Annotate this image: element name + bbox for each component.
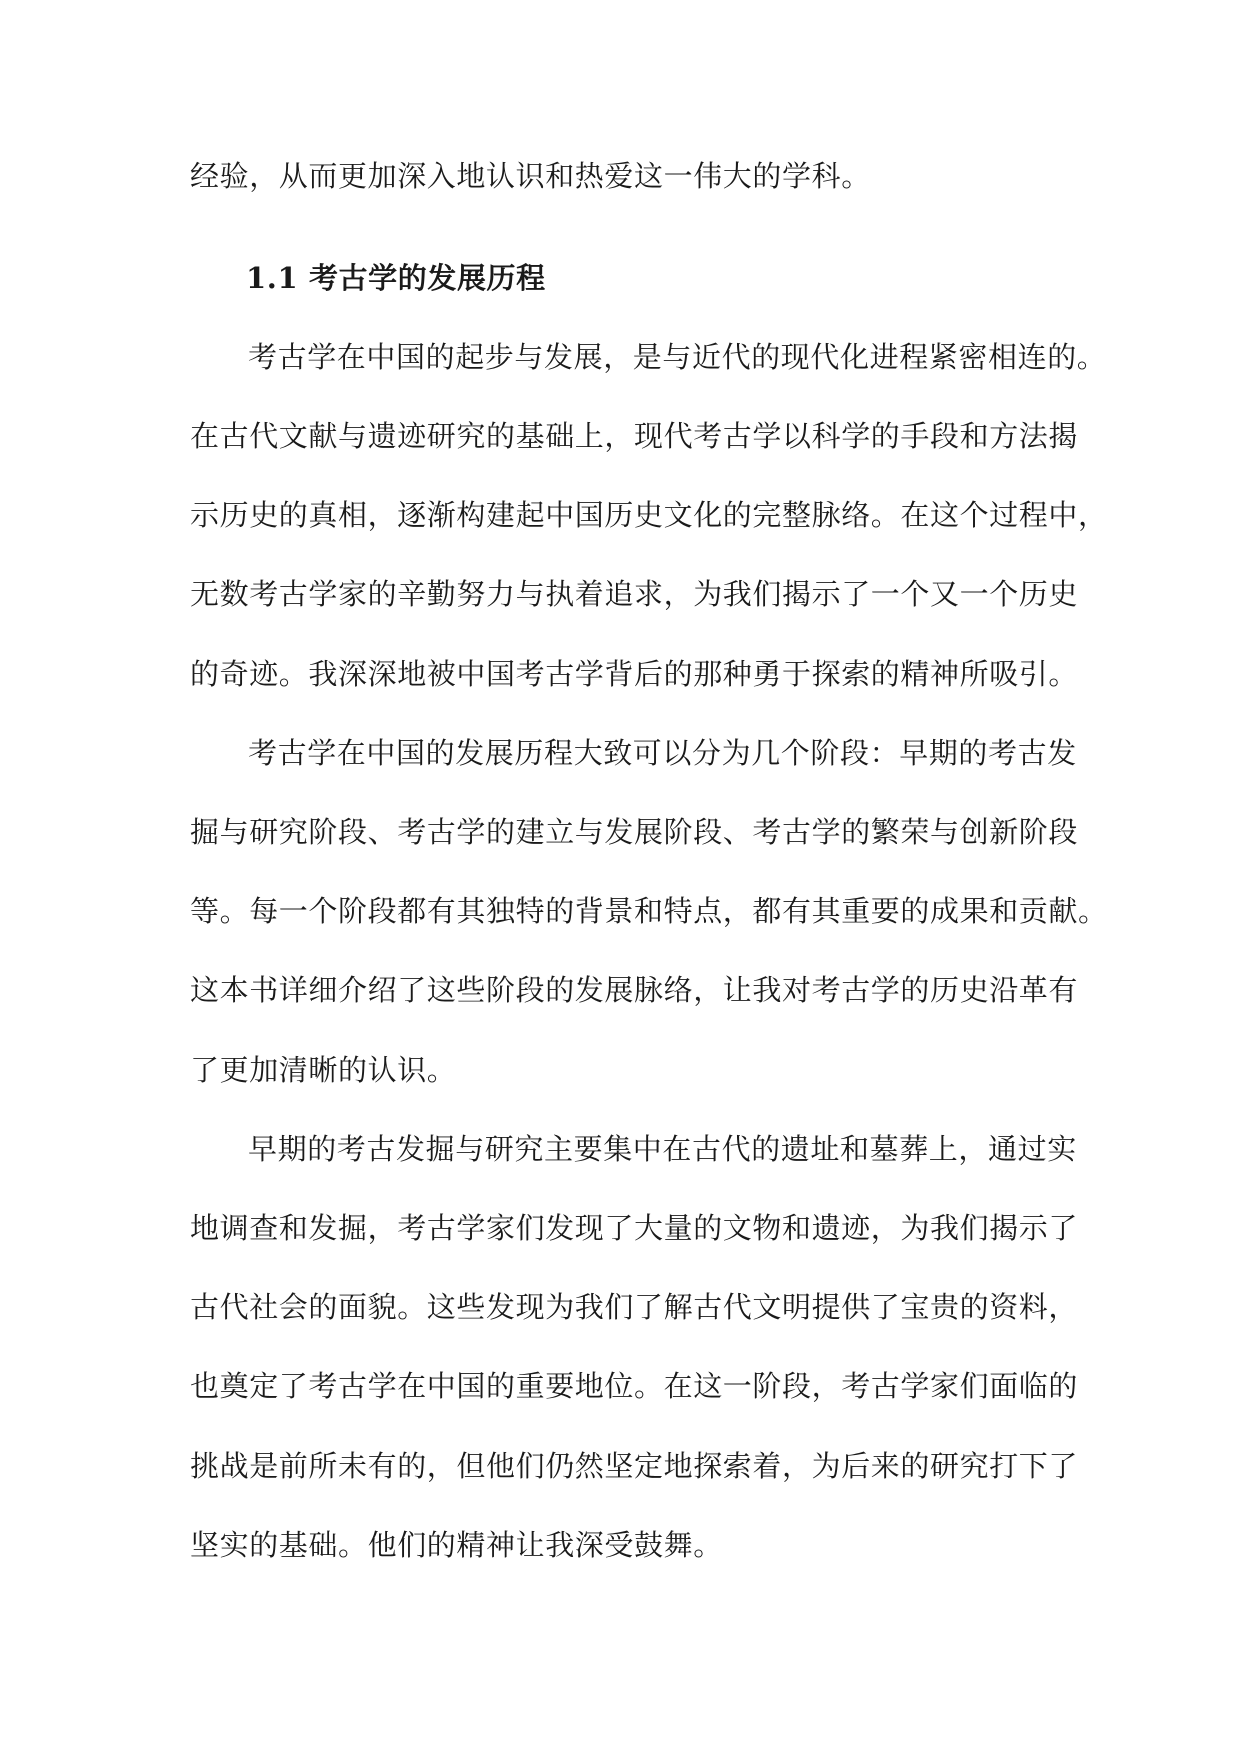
paragraph-3-line-1: 早期的考古发掘与研究主要集中在古代的遗址和墓葬上，通过实 xyxy=(248,1132,1077,1166)
paragraph-3-line-3: 古代社会的面貌。这些发现为我们了解古代文明提供了宝贵的资料， xyxy=(190,1290,1079,1324)
paragraph-1-line-2: 在古代文献与遗迹研究的基础上，现代考古学以科学的手段和方法揭 xyxy=(190,419,1079,453)
paragraph-3-line-2: 地调查和发掘，考古学家们发现了大量的文物和遗迹，为我们揭示了 xyxy=(190,1211,1079,1245)
paragraph-1-line-5: 的奇迹。我深深地被中国考古学背后的那种勇于探索的精神所吸引。 xyxy=(190,657,1079,691)
paragraph-3-line-6: 坚实的基础。他们的精神让我深受鼓舞。 xyxy=(190,1528,723,1562)
paragraph-3-line-5: 挑战是前所未有的，但他们仍然坚定地探索着，为后来的研究打下了 xyxy=(190,1449,1079,1483)
paragraph-2-line-1: 考古学在中国的发展历程大致可以分为几个阶段：早期的考古发 xyxy=(248,736,1077,770)
paragraph-2-line-4: 这本书详细介绍了这些阶段的发展脉络，让我对考古学的历史沿革有 xyxy=(190,973,1079,1007)
paragraph-1-line-4: 无数考古学家的辛勤努力与执着追求，为我们揭示了一个又一个历史 xyxy=(190,577,1079,611)
section-heading: 1.1 考古学的发展历程 xyxy=(246,261,546,295)
paragraph-3-line-4: 也奠定了考古学在中国的重要地位。在这一阶段，考古学家们面临的 xyxy=(190,1369,1079,1403)
paragraph-2-line-5: 了更加清晰的认识。 xyxy=(190,1053,457,1087)
paragraph-2-line-2: 掘与研究阶段、考古学的建立与发展阶段、考古学的繁荣与创新阶段 xyxy=(190,815,1079,849)
paragraph-1-line-3: 示历史的真相，逐渐构建起中国历史文化的完整脉络。在这个过程中， xyxy=(190,498,1108,532)
paragraph-1-line-1: 考古学在中国的起步与发展，是与近代的现代化进程紧密相连的。 xyxy=(248,340,1107,374)
paragraph-2-line-3: 等。每一个阶段都有其独特的背景和特点，都有其重要的成果和贡献。 xyxy=(190,894,1108,928)
intro-line: 经验，从而更加深入地认识和热爱这一伟大的学科。 xyxy=(190,159,871,193)
